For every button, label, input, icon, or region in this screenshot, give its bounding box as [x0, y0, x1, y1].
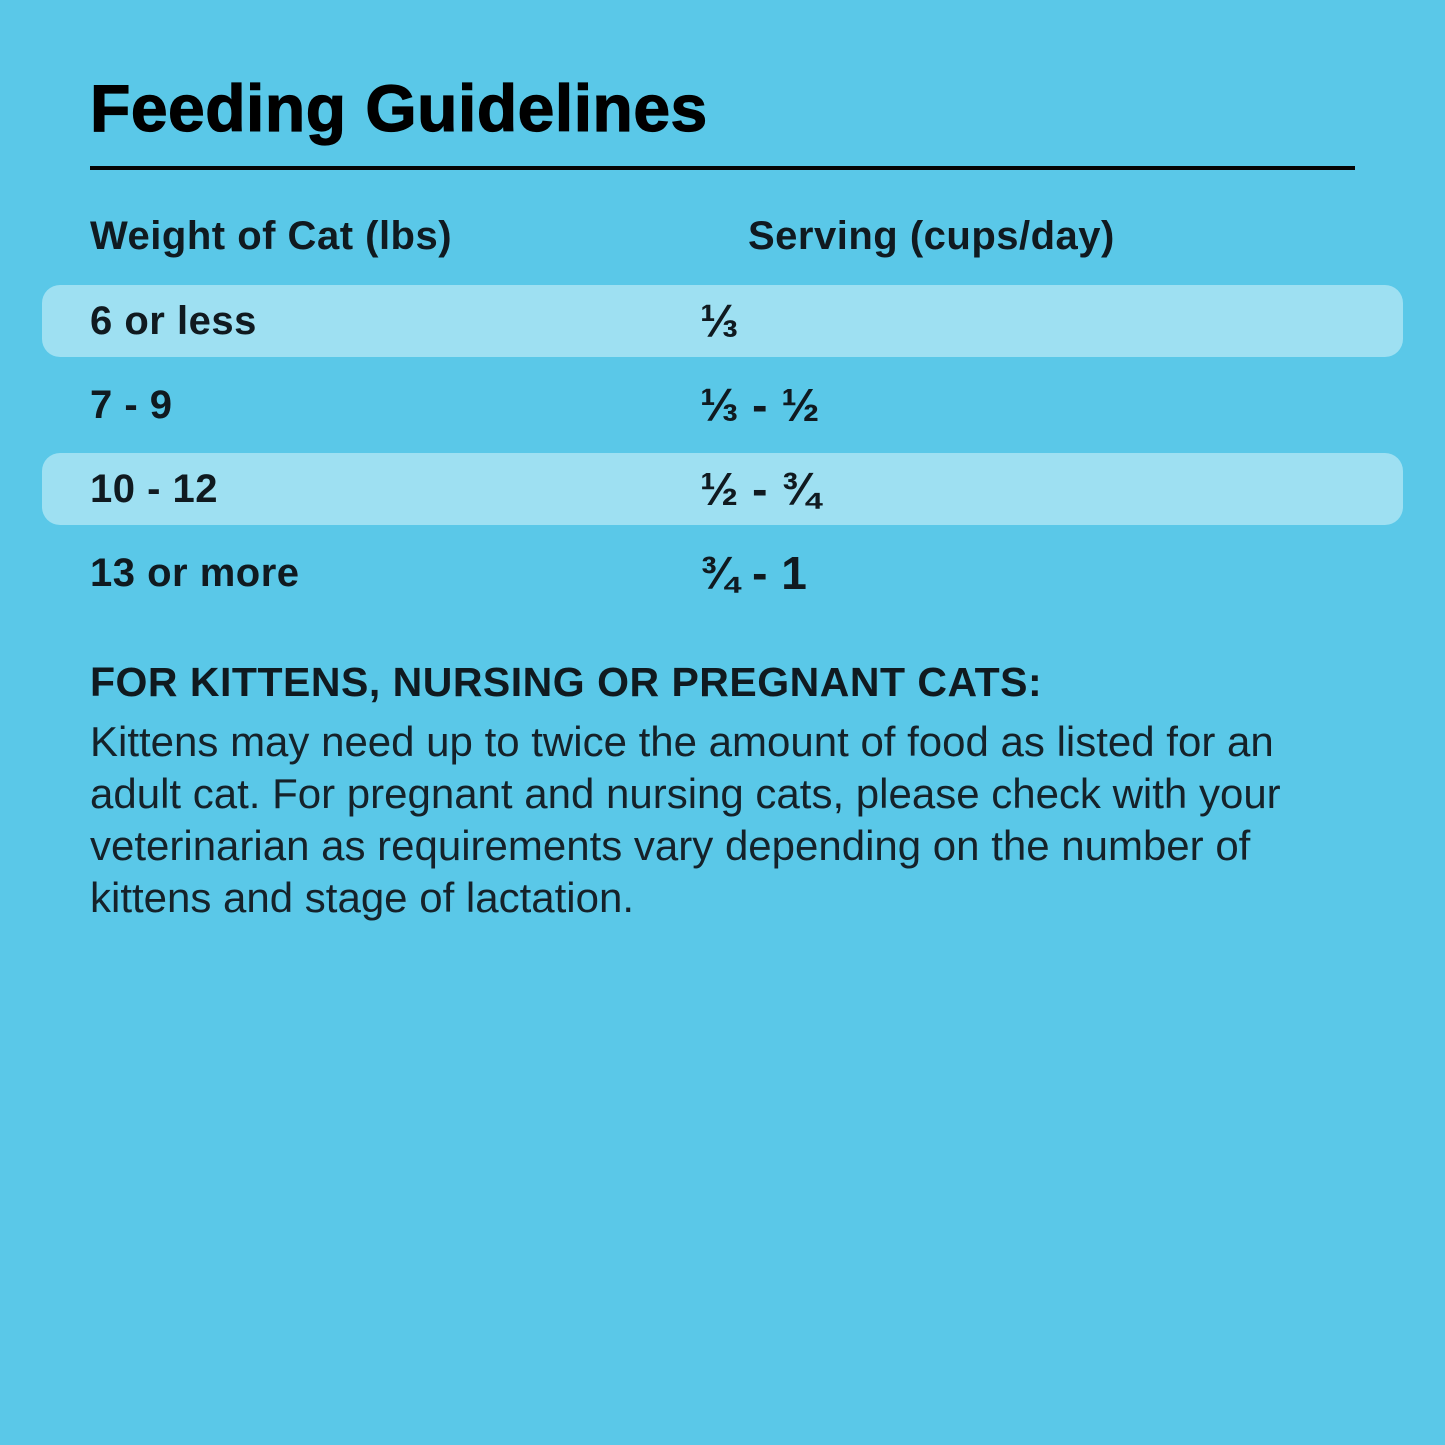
- note-body: Kittens may need up to twice the amount of food as listed for an adult cat. For pregnant and nursing cats, please check with your veterinarian as requirements vary depending on the number of kittens and stage of lactation.: [90, 718, 1281, 921]
- kittens-note: [90, 659, 1340, 924]
- page-title: Feeding Guidelines: [90, 71, 708, 145]
- serving-cell: ⅓ - ½: [700, 379, 821, 431]
- column-header-serving: Serving (cups/day): [748, 214, 1115, 258]
- weight-cell: 6 or less: [90, 298, 257, 343]
- serving-cell: ¾ - 1: [700, 547, 808, 599]
- table-row: [42, 369, 1403, 441]
- title-underline: [90, 166, 1355, 170]
- weight-cell: 10 - 12: [90, 466, 219, 511]
- table-row: [42, 285, 1403, 357]
- serving-cell: ½ - ¾: [700, 463, 821, 515]
- serving-cell: ⅓: [700, 295, 739, 347]
- table-header-row: [0, 214, 1445, 259]
- table-row: [42, 537, 1403, 609]
- feeding-table: [0, 214, 1445, 609]
- column-header-weight: Weight of Cat (lbs): [90, 214, 453, 258]
- table-row: [42, 453, 1403, 525]
- note-heading: FOR KITTENS, NURSING OR PREGNANT CATS:: [90, 659, 1043, 705]
- weight-cell: 13 or more: [90, 550, 300, 595]
- weight-cell: 7 - 9: [90, 382, 173, 427]
